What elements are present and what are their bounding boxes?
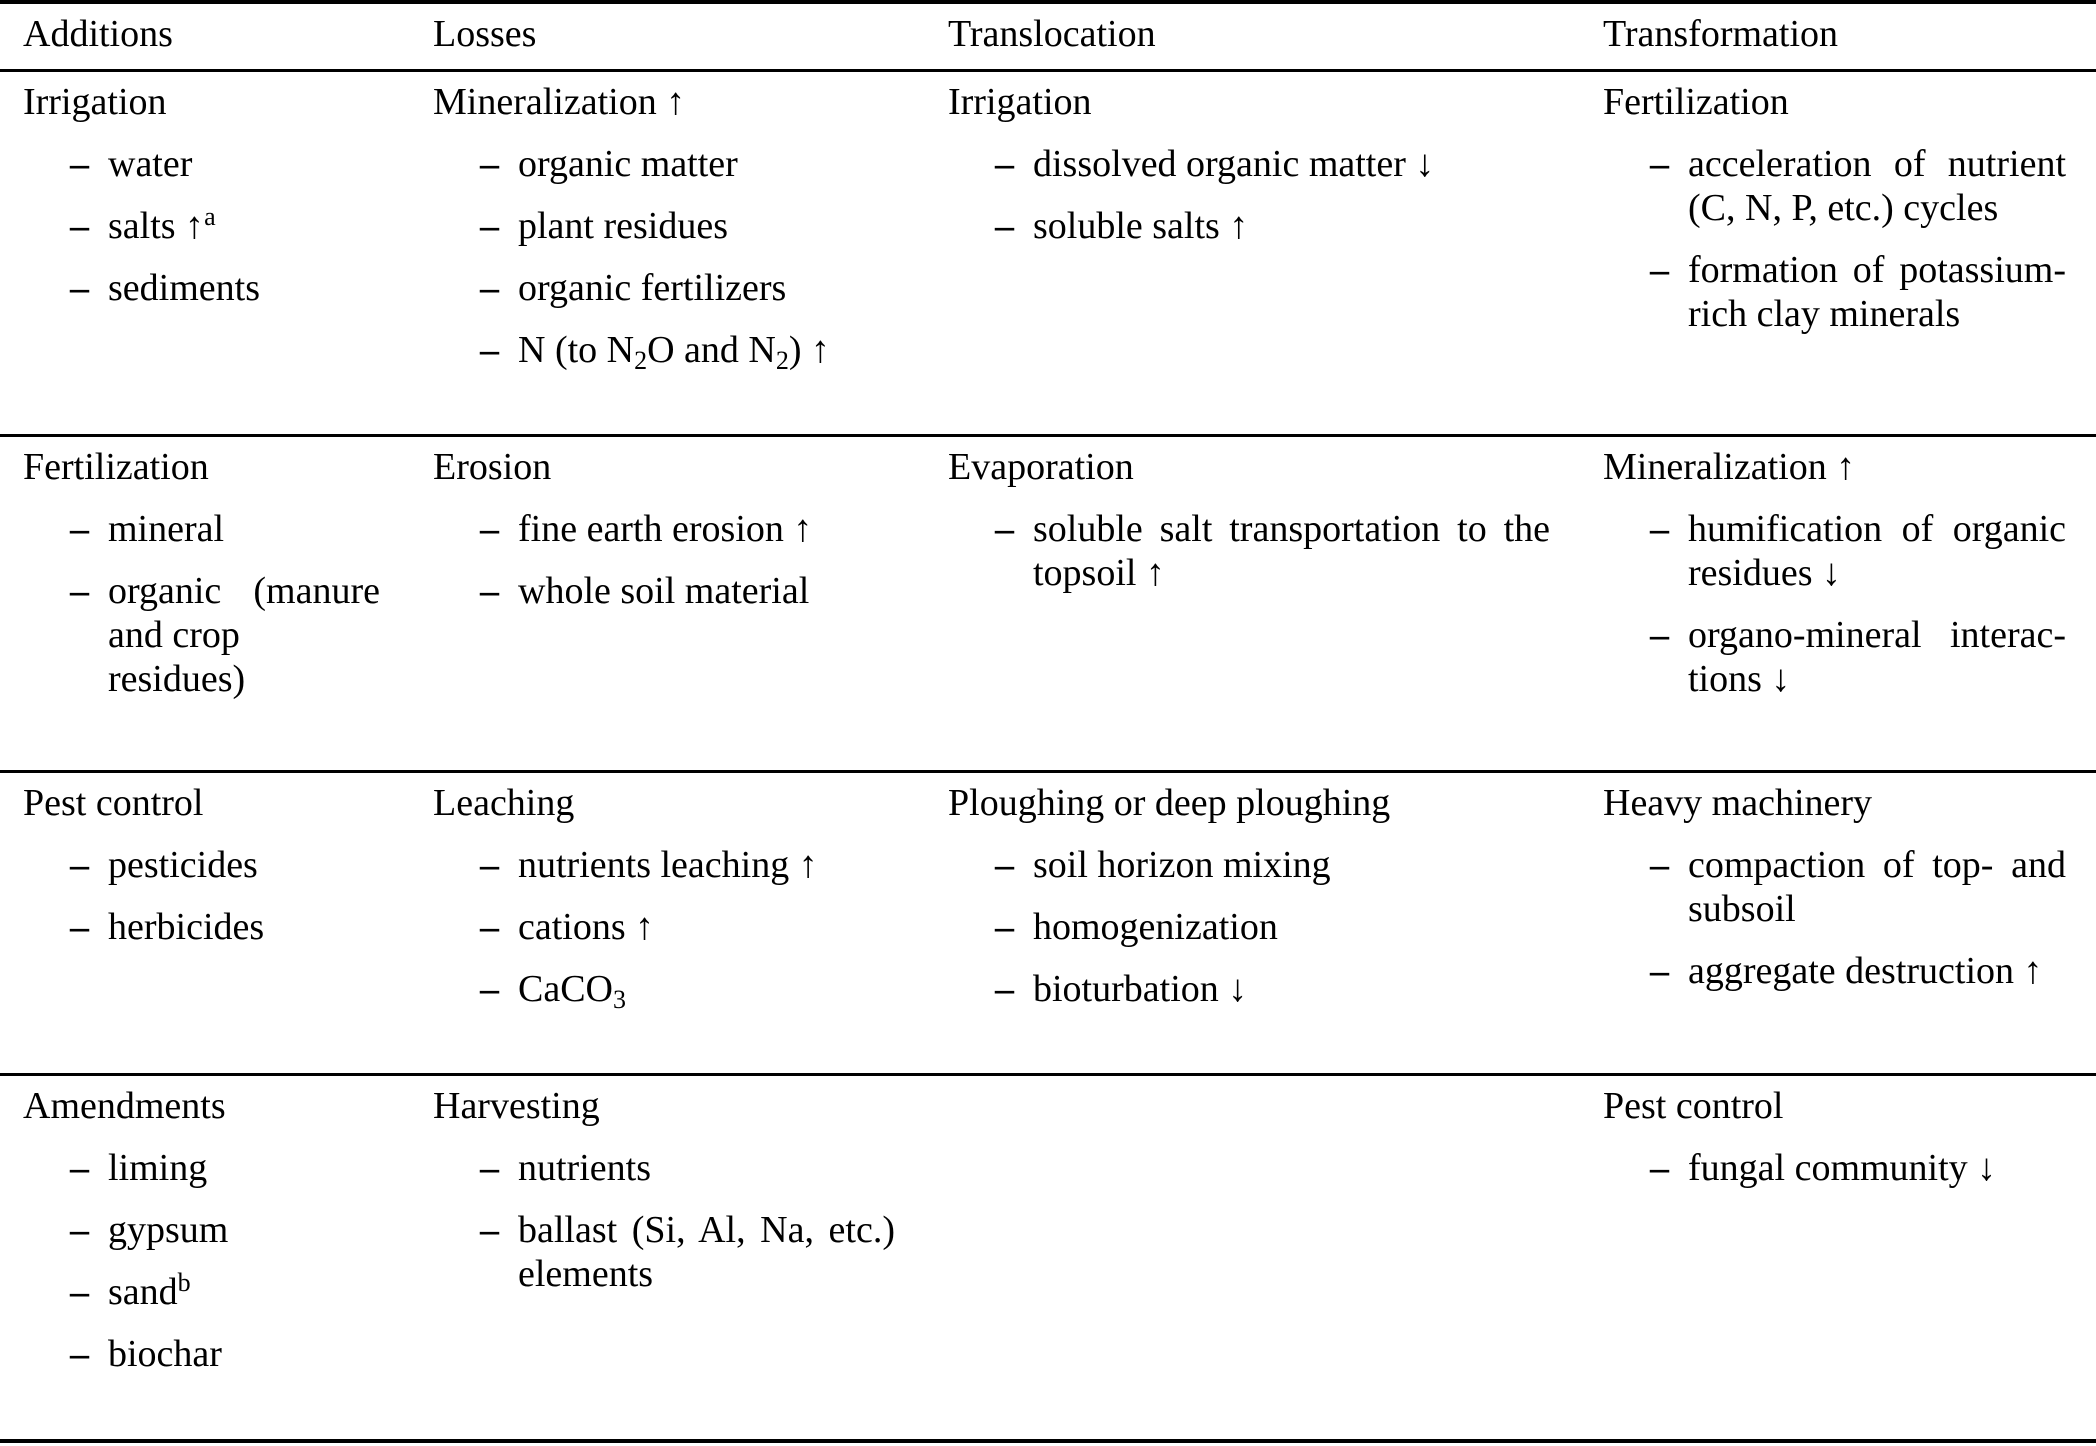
dash-bullet-icon: –: [480, 1209, 499, 1251]
cell-heading: Leaching: [433, 782, 575, 824]
dash-bullet-icon: –: [995, 205, 1014, 247]
table-cell: [925, 773, 1580, 1073]
table-row: [0, 437, 2096, 773]
dash-bullet-icon: –: [480, 570, 499, 612]
list-item: [433, 507, 895, 551]
list-item: [433, 142, 895, 186]
column-header-label: Transformation: [1603, 13, 1839, 55]
dash-bullet-icon: –: [1650, 508, 1669, 550]
table-cell: [1580, 773, 2096, 1073]
dash-bullet-icon: –: [70, 906, 89, 948]
item-line: plant residues: [518, 205, 729, 247]
item-line: biochar: [108, 1333, 222, 1375]
item-line: CaCO$_3$: [518, 968, 626, 1014]
list-item: [948, 967, 1550, 1011]
superscript-footnote-marker: b: [177, 1268, 191, 1297]
dash-bullet-icon: –: [70, 1271, 89, 1313]
table-row: [0, 773, 2096, 1076]
dash-bullet-icon: –: [1650, 950, 1669, 992]
item-line: residues ↓: [1688, 552, 1842, 594]
item-line: organo-mineral interac-: [1688, 614, 2066, 656]
item-line: fine earth erosion ↑: [518, 508, 813, 550]
table-cell: [0, 72, 410, 434]
dash-bullet-icon: –: [70, 1147, 89, 1189]
table-row: [0, 1076, 2096, 1443]
dash-bullet-icon: –: [70, 570, 89, 612]
list-item: [433, 328, 895, 375]
dash-bullet-icon: –: [480, 143, 499, 185]
item-line: acceleration of nutrient: [1688, 143, 2066, 185]
cell-heading: Mineralization ↑: [433, 81, 686, 123]
item-line: and crop residues): [108, 614, 246, 700]
list-item: [23, 204, 380, 248]
list-item: [23, 843, 380, 887]
dash-bullet-icon: –: [480, 508, 499, 550]
dash-bullet-icon: –: [480, 1147, 499, 1189]
list-item: [1603, 248, 2066, 336]
table-cell: [1580, 72, 2096, 434]
item-line: elements: [518, 1253, 654, 1295]
table-cell: [0, 437, 410, 770]
dash-bullet-icon: –: [995, 508, 1014, 550]
cell-heading: Harvesting: [433, 1085, 600, 1127]
dash-bullet-icon: –: [70, 844, 89, 886]
item-line: aggregate destruction ↑: [1688, 950, 2043, 992]
list-item: [433, 843, 895, 887]
table-cell: [410, 72, 925, 434]
dash-bullet-icon: –: [70, 508, 89, 550]
dash-bullet-icon: –: [70, 1333, 89, 1375]
cell-heading: Amendments: [23, 1085, 226, 1127]
table-cell: [0, 1076, 410, 1439]
list-item: [433, 266, 895, 310]
cell-heading: Pest control: [23, 782, 204, 824]
list-item: [23, 569, 380, 701]
list-item: [948, 142, 1550, 186]
dash-bullet-icon: –: [995, 143, 1014, 185]
table-cell: [410, 1076, 925, 1439]
cell-heading: Evaporation: [948, 446, 1134, 488]
cell-heading: Erosion: [433, 446, 552, 488]
item-line: fungal community ↓: [1688, 1147, 1997, 1189]
subscript: 3: [613, 985, 626, 1014]
list-item: [23, 266, 380, 310]
dash-bullet-icon: –: [480, 968, 499, 1010]
list-item: [1603, 1146, 2066, 1190]
cell-heading: Pest control: [1603, 1085, 1784, 1127]
item-line: sand$^b$: [108, 1268, 191, 1313]
list-item: [433, 1208, 895, 1296]
dash-bullet-icon: –: [480, 267, 499, 309]
list-item: [948, 843, 1550, 887]
item-line: water: [108, 143, 193, 185]
dash-bullet-icon: –: [1650, 844, 1669, 886]
item-line: sediments: [108, 267, 260, 309]
list-item: [23, 1146, 380, 1190]
list-item: [1603, 142, 2066, 230]
dash-bullet-icon: –: [480, 844, 499, 886]
dash-bullet-icon: –: [995, 844, 1014, 886]
table-cell: [1580, 1076, 2096, 1439]
item-line: bioturbation ↓: [1033, 968, 1248, 1010]
cell-heading: Irrigation: [948, 81, 1092, 123]
dash-bullet-icon: –: [1650, 143, 1669, 185]
dash-bullet-icon: –: [70, 143, 89, 185]
table-cell: [925, 437, 1580, 770]
subscript: 2: [775, 346, 789, 375]
dash-bullet-icon: –: [480, 329, 499, 371]
item-line: whole soil material: [518, 570, 810, 612]
list-item: [1603, 843, 2066, 931]
item-line: organic matter: [518, 143, 738, 185]
dash-bullet-icon: –: [70, 205, 89, 247]
cell-heading: Heavy machinery: [1603, 782, 1873, 824]
item-line: rich clay minerals: [1688, 293, 1961, 335]
list-item: [1603, 613, 2066, 701]
list-item: [23, 1270, 380, 1314]
table-cell: [0, 773, 410, 1073]
cell-heading: Mineralization ↑: [1603, 446, 1856, 488]
column-header-label: Translocation: [948, 13, 1156, 55]
subscript: 2: [634, 346, 648, 375]
item-line: herbicides: [108, 906, 265, 948]
table-cell: [410, 773, 925, 1073]
cell-heading: Fertilization: [23, 446, 209, 488]
column-header-transformation: [1580, 4, 2096, 69]
item-line: topsoil ↑: [1033, 552, 1165, 594]
list-item: [23, 142, 380, 186]
superscript-footnote-marker: a: [204, 202, 216, 231]
dash-bullet-icon: –: [1650, 1147, 1669, 1189]
item-line: organic (manure: [108, 570, 380, 612]
item-line: salts ↑$^a$: [108, 202, 216, 247]
dash-bullet-icon: –: [480, 205, 499, 247]
dash-bullet-icon: –: [70, 1209, 89, 1251]
list-item: [948, 905, 1550, 949]
item-line: gypsum: [108, 1209, 229, 1251]
item-line: soluble salts ↑: [1033, 205, 1249, 247]
table-body: [0, 72, 2096, 1443]
dash-bullet-icon: –: [995, 968, 1014, 1010]
cell-heading: Ploughing or deep ploughing: [948, 782, 1391, 824]
cell-heading: Fertilization: [1603, 81, 1789, 123]
list-item: [23, 1332, 380, 1376]
cell-heading: Irrigation: [23, 81, 167, 123]
column-header-label: Losses: [433, 13, 537, 55]
column-header-additions: [0, 4, 410, 69]
item-line: soluble salt transportation to the: [1033, 508, 1550, 550]
list-item: [433, 204, 895, 248]
item-line: nutrients: [518, 1147, 651, 1189]
item-line: soil horizon mixing: [1033, 844, 1331, 886]
list-item: [433, 569, 895, 613]
item-line: tions ↓: [1688, 658, 1791, 700]
item-line: mineral: [108, 508, 225, 550]
column-header-label: Additions: [23, 13, 173, 55]
list-item: [433, 1146, 895, 1190]
item-line: ballast (Si, Al, Na, etc.): [518, 1209, 895, 1251]
dash-bullet-icon: –: [480, 906, 499, 948]
item-line: (C, N, P, etc.) cycles: [1688, 187, 1999, 229]
list-item: [1603, 507, 2066, 595]
item-line: liming: [108, 1147, 208, 1189]
item-line: homogenization: [1033, 906, 1278, 948]
item-line: formation of potassium-: [1688, 249, 2066, 291]
table-row: [0, 72, 2096, 437]
dash-bullet-icon: –: [70, 267, 89, 309]
item-line: nutrients leaching ↑: [518, 844, 818, 886]
list-item: [948, 507, 1550, 595]
item-line: dissolved organic matter ↓: [1033, 143, 1435, 185]
column-header-losses: [410, 4, 925, 69]
item-line: organic fertilizers: [518, 267, 787, 309]
column-header-translocation: [925, 4, 1580, 69]
list-item: [23, 507, 380, 551]
list-item: [23, 905, 380, 949]
item-line: cations ↑: [518, 906, 655, 948]
dash-bullet-icon: –: [1650, 614, 1669, 656]
dash-bullet-icon: –: [995, 906, 1014, 948]
list-item: [1603, 949, 2066, 993]
item-line: subsoil: [1688, 888, 1796, 930]
item-line: pesticides: [108, 844, 258, 886]
table-cell: [410, 437, 925, 770]
table-cell-empty: [925, 1076, 1580, 1439]
list-item: [948, 204, 1550, 248]
table-cell: [1580, 437, 2096, 770]
dash-bullet-icon: –: [1650, 249, 1669, 291]
item-line: humification of organic: [1688, 508, 2066, 550]
item-line: N (to $N_2O$ and $N_2$) ↑: [518, 329, 831, 375]
list-item: [23, 1208, 380, 1252]
table-cell: [925, 72, 1580, 434]
list-item: [433, 967, 895, 1014]
table-header-row: [0, 4, 2096, 72]
list-item: [433, 905, 895, 949]
item-line: compaction of top- and: [1688, 844, 2066, 886]
